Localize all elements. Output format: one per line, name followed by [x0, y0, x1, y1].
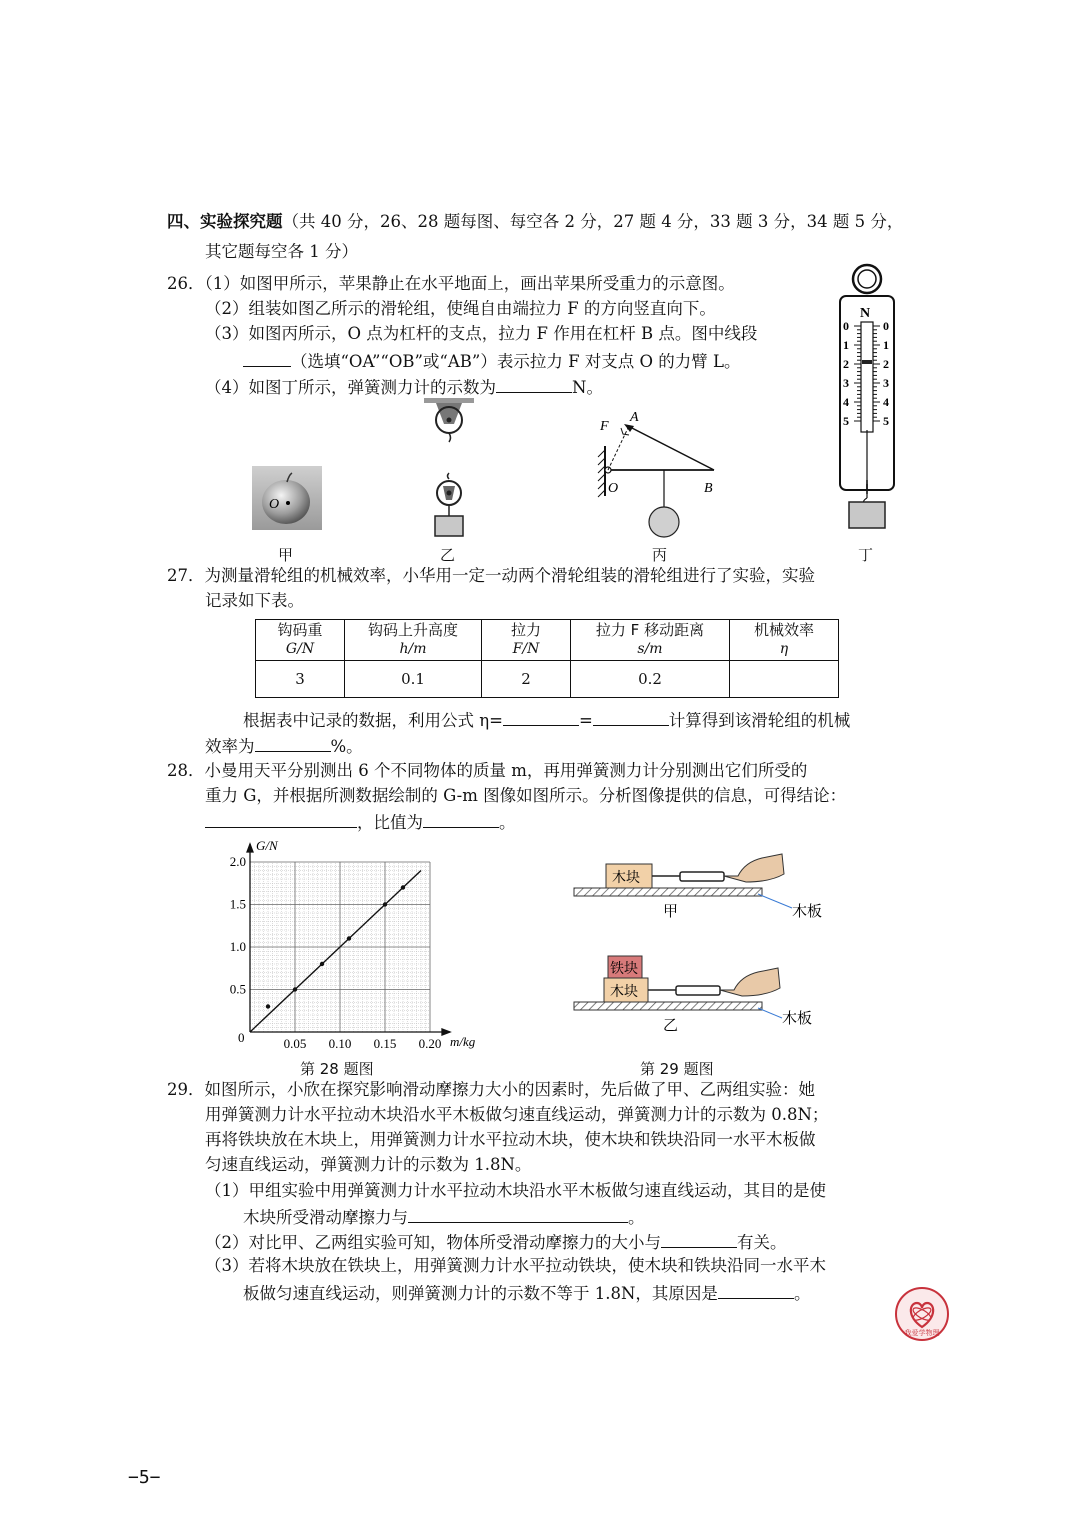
fig-label-ding: 丁: [858, 546, 874, 564]
q29-line4: 匀速直线运动，弹簧测力计的示数为 1.8N。: [205, 1155, 532, 1174]
q26-part3a: （3）如图丙所示，O 点为杠杆的支点，拉力 F 作用在杠杆 B 点。图中线段: [205, 324, 758, 343]
record-table: [255, 619, 839, 698]
q27-blank-formula2[interactable]: [593, 707, 669, 726]
section-title: 四、实验探究题: [167, 212, 283, 231]
section-desc-2: 其它题每空各 1 分）: [205, 242, 358, 261]
q26-part1: [167, 272, 735, 296]
fig29-caption: 第 29 题图: [640, 1060, 714, 1078]
q28-blank-conclusion[interactable]: [205, 809, 357, 828]
x-axis-label: m/kg: [450, 1034, 476, 1049]
scale-unit: N: [860, 306, 871, 321]
scale-weight: [849, 502, 885, 528]
y-tick-label: 0.5: [229, 981, 246, 997]
scale-yi: [676, 986, 720, 995]
origin-label: 0: [238, 1030, 245, 1045]
data-point: [293, 987, 297, 991]
table-header-cell: 钩码上升高度 h/m: [345, 620, 482, 661]
q27-line2: 记录如下表。: [205, 591, 304, 610]
q29-s2a-text: （2）对比甲、乙两组实验可知，物体所受滑动摩擦力的大小与: [205, 1233, 661, 1252]
wood-label-jia: 木块: [612, 871, 640, 886]
x-axis-arrow: [442, 1029, 450, 1035]
data-point: [320, 962, 324, 966]
q26-part2: （2）组装如图乙所示的滑轮组，使绳自由端拉力 F 的方向竖直向下。: [205, 299, 716, 318]
q26-number: 26．: [167, 274, 205, 293]
scale-number-right: 4: [883, 395, 889, 409]
data-point: [383, 902, 387, 906]
x-tick-label: 0.20: [418, 1036, 442, 1051]
label-f: F: [600, 419, 609, 434]
apple-o-label: O: [269, 497, 280, 512]
gm-chart: [222, 832, 492, 1054]
q28-l3b-text: 。: [499, 813, 516, 832]
board-jia: [574, 888, 762, 896]
y-axis-arrow: [247, 844, 253, 852]
x-tick-label: 0.15: [373, 1036, 397, 1051]
q27-after2a-text: 效率为: [205, 737, 255, 756]
q29-blank-1[interactable]: [408, 1204, 628, 1223]
q28-blank-ratio[interactable]: [423, 809, 499, 828]
q28-number: 28．: [167, 761, 205, 780]
fig29-jia-label: 甲: [663, 904, 679, 920]
table-header-cell: 机械效率 η: [730, 620, 839, 661]
scale-number-left: 5: [843, 414, 849, 428]
q26-part4: [205, 374, 603, 400]
table-row: [256, 661, 839, 698]
y-tick-label: 2.0: [229, 854, 246, 869]
apple-center-dot: [286, 501, 290, 505]
scale-number-right: 1: [883, 338, 889, 352]
q29-line3: 再将铁块放在木块上，用弹簧测力计水平拉动木块，使木块和铁块沿同一水平木板做: [205, 1130, 816, 1149]
ceiling: [424, 398, 474, 403]
q27-after2b-text: %。: [330, 737, 363, 756]
q29-blank-3[interactable]: [718, 1280, 794, 1299]
table-cell: 0.1: [345, 661, 482, 698]
q29-s1c-text: 。: [628, 1208, 645, 1227]
data-point: [266, 1004, 270, 1008]
q27-after1b-text: =: [578, 711, 593, 730]
q28-line1: [167, 759, 807, 783]
spring-scale-figure: [830, 262, 906, 532]
q27-after2: [205, 733, 363, 759]
scale-number-right: 0: [883, 319, 889, 333]
label-a: A: [630, 410, 639, 425]
q27-l1-text: 为测量滑轮组的机械效率，小华用一定一动两个滑轮组装的滑轮组进行了实验，实验: [204, 566, 815, 585]
pulley-figure: [422, 396, 476, 538]
q28-l1-text: 小曼用天平分别测出 6 个不同物体的质量 m，再用弹簧测力计分别测出它们所受的: [204, 761, 808, 780]
scale-ring: [853, 265, 881, 293]
scale-number-right: 2: [883, 357, 889, 371]
hook-weight: [435, 516, 463, 536]
section-header: [167, 210, 903, 234]
scale-number-right: 5: [883, 414, 889, 428]
q27-after1a-text: 根据表中记录的数据，利用公式 η=: [243, 711, 503, 730]
q27-blank-efficiency[interactable]: [255, 733, 331, 752]
scale-number-right: 3: [883, 376, 889, 390]
scale-number-left: 0: [843, 319, 849, 333]
q27-line1: [167, 564, 815, 588]
hand-jia: [724, 854, 784, 882]
stamp-logo: [893, 1285, 951, 1343]
q29-blank-2[interactable]: [661, 1229, 737, 1248]
data-point: [347, 936, 351, 940]
q29-line2: 用弹簧测力计水平拉动木块沿水平木板做匀速直线运动，弹簧测力计的示数为 0.8N；: [205, 1105, 829, 1124]
board-label-jia: 木板: [792, 904, 823, 920]
table-cell: 0.2: [571, 661, 730, 698]
wood-label-yi: 木块: [610, 985, 638, 1000]
stamp-text: 我爱学物理: [904, 1329, 940, 1337]
q29-s1b-text: 木块所受滑动摩擦力与: [243, 1208, 408, 1227]
force-line: [628, 426, 714, 470]
board-label-yi: 木板: [782, 1011, 813, 1027]
q29-sub1a: （1）甲组实验中用弹簧测力计水平拉动木块沿水平木板做匀速直线运动，其目的是使: [205, 1181, 826, 1200]
q27-after1: [243, 707, 850, 733]
q26-p4a-text: （4）如图丁所示，弹簧测力计的示数为: [205, 378, 496, 397]
q27-after1c-text: 计算得到该滑轮组的机械: [668, 711, 851, 730]
board-yi: [574, 1002, 762, 1010]
apple-figure: [252, 466, 322, 530]
q26-part3b: [243, 348, 740, 374]
fig-label-bing: 丙: [652, 546, 668, 564]
x-tick-label: 0.10: [328, 1036, 352, 1051]
q28-l3a-text: ，比值为: [357, 813, 423, 832]
scale-number-left: 2: [843, 357, 849, 371]
fig-label-yi: 乙: [440, 546, 456, 564]
q29-s2b-text: 有关。: [737, 1233, 787, 1252]
scale-pointer: [862, 360, 872, 364]
data-point: [401, 885, 405, 889]
table-cell: 2: [482, 661, 571, 698]
q26-blank-arm[interactable]: [243, 348, 291, 367]
label-o: O: [608, 481, 619, 496]
q29-s3b-text: 板做匀速直线运动，则弹簧测力计的示数不等于 1.8N，其原因是: [243, 1284, 718, 1303]
q29-sub2: [205, 1229, 787, 1255]
scale-jia: [680, 872, 724, 881]
lever-figure: [590, 408, 725, 543]
q29-sub3b: [243, 1280, 810, 1306]
y-axis-label: G/N: [256, 838, 278, 853]
fig28-caption: 第 28 题图: [300, 1060, 374, 1078]
q26-p4b-text: N。: [572, 378, 603, 397]
table-header-row: [256, 620, 839, 661]
scale-number-left: 4: [843, 395, 849, 409]
q26-p3b-text: （选填“OA”“OB”或“AB”）表示拉力 F 对支点 O 的力臂 L。: [291, 352, 741, 371]
q29-line1: [167, 1078, 815, 1102]
x-tick-label: 0.05: [283, 1036, 307, 1051]
section-desc-1: （共 40 分，26、28 题每图、每空各 2 分，27 题 4 分，33 题 3 分，34 题 5 分，: [282, 212, 904, 231]
q26-blank-reading[interactable]: [496, 374, 572, 393]
friction-figure: [570, 850, 840, 1040]
label-b: B: [704, 481, 713, 496]
table-header-cell: 钩码重 G/N: [256, 620, 345, 661]
table-cell-efficiency[interactable]: [730, 661, 839, 698]
scale-number-left: 1: [843, 338, 849, 352]
hanging-ball: [649, 507, 679, 537]
q28-line2: 重力 G，并根据所测数据绘制的 G-m 图像如图所示。分析图像提供的信息，可得结论：: [205, 786, 847, 805]
q29-l1-text: 如图所示，小欣在探究影响滑动摩擦力大小的因素时，先后做了甲、乙两组实验：她: [204, 1080, 815, 1099]
hand-yi: [720, 968, 780, 996]
page-number: −5−: [128, 1467, 161, 1488]
y-tick-label: 1.0: [229, 939, 246, 954]
y-tick-label: 1.5: [229, 896, 246, 912]
q27-number: 27．: [167, 566, 205, 585]
fig29-yi-label: 乙: [663, 1018, 679, 1034]
q29-sub1b: [243, 1204, 645, 1230]
fig-label-jia: 甲: [278, 546, 294, 564]
q29-s3c-text: 。: [793, 1284, 811, 1303]
table-header-cell: 拉力 F/N: [482, 620, 571, 661]
q26-p1-text: （1）如图甲所示，苹果静止在水平地面上，画出苹果所受重力的示意图。: [204, 274, 735, 293]
q29-sub3a: （3）若将木块放在铁块上，用弹簧测力计水平拉动铁块，使木块和铁块沿同一水平木: [205, 1256, 826, 1275]
scale-number-left: 3: [843, 376, 849, 390]
iron-label: 铁块: [610, 962, 638, 977]
table-header-cell: 拉力 F 移动距离 s/m: [571, 620, 730, 661]
table-cell: 3: [256, 661, 345, 698]
q29-number: 29．: [167, 1080, 205, 1099]
q27-blank-formula1[interactable]: [503, 707, 579, 726]
